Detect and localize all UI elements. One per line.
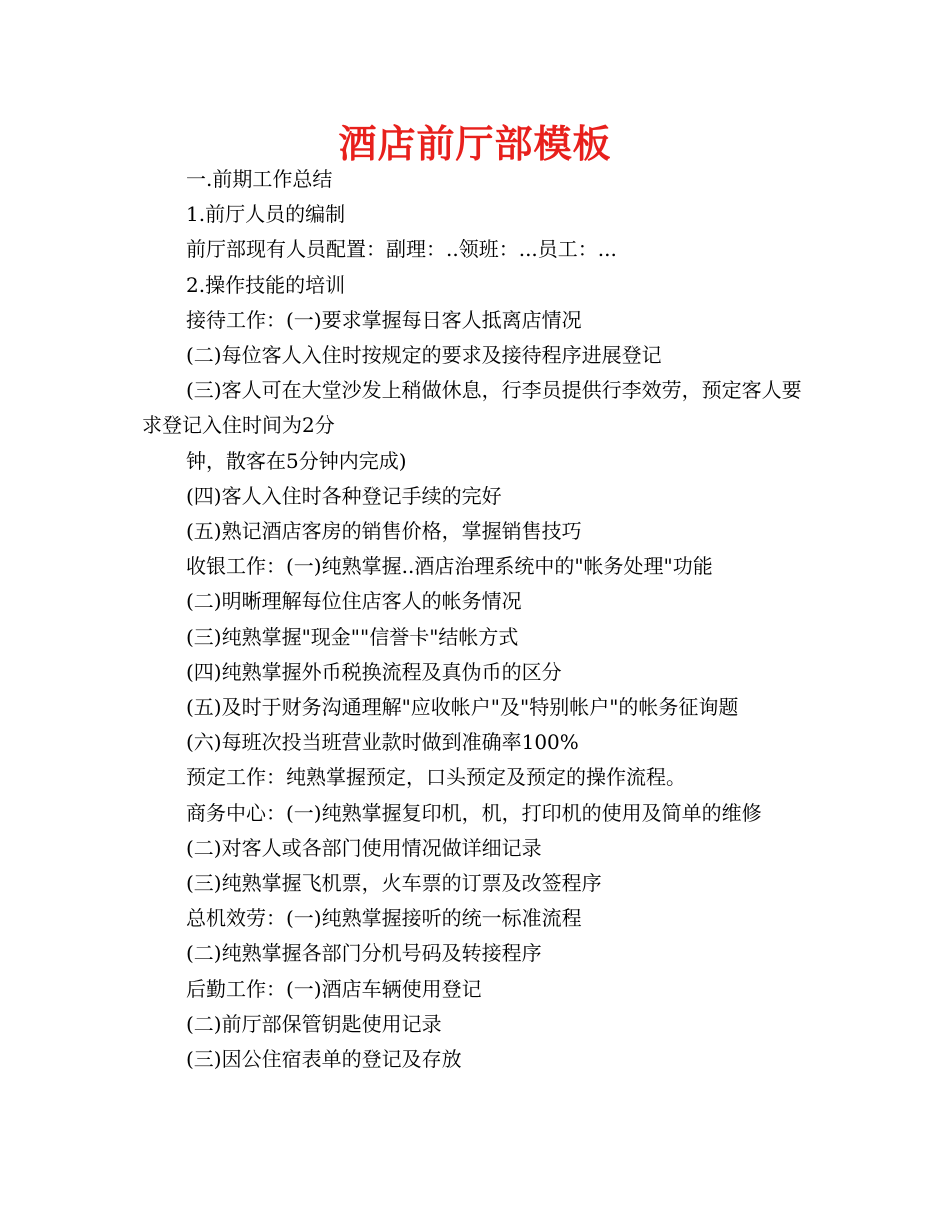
paragraph-7: (三)客人可在大堂沙发上稍做休息，行李员提供行李效劳，预定客人要求登记入住时间为2分 bbox=[142, 378, 802, 438]
paragraph-1: 一.前期工作总结 bbox=[186, 167, 333, 191]
paragraph-13: (三)纯熟掌握"现金""信誉卡"结帐方式 bbox=[186, 624, 519, 649]
paragraph-23: 后勤工作：(一)酒店车辆使用登记 bbox=[186, 976, 482, 1001]
paragraph-16: (六)每班次投当班营业款时做到准确率100% bbox=[186, 730, 579, 755]
paragraph-21: 总机效劳：(一)纯熟掌握接听的统一标准流程 bbox=[186, 906, 582, 931]
document-title: 酒店前厅部模板 bbox=[338, 122, 612, 166]
paragraph-10: (五)熟记酒店客房的销售价格，掌握销售技巧 bbox=[186, 519, 582, 544]
paragraph-12: (二)明晰理解每位住店客人的帐务情况 bbox=[186, 589, 522, 614]
paragraph-3: 前厅部现有人员配置：副理：..领班：...员工：... bbox=[186, 237, 617, 262]
paragraph-15: (五)及时于财务沟通理解"应收帐户"及"特别帐户"的帐务征询题 bbox=[186, 695, 739, 720]
paragraph-20: (三)纯熟掌握飞机票，火车票的订票及改签程序 bbox=[186, 871, 602, 896]
paragraph-17: 预定工作：纯熟掌握预定，口头预定及预定的操作流程。 bbox=[186, 765, 686, 790]
paragraph-11: 收银工作：(一)纯熟掌握..酒店治理系统中的"帐务处理"功能 bbox=[186, 554, 713, 579]
paragraph-2: 1.前厅人员的编制 bbox=[186, 202, 346, 227]
paragraph-8: 钟，散客在5分钟内完成) bbox=[186, 448, 407, 473]
paragraph-5: 接待工作：(一)要求掌握每日客人抵离店情况 bbox=[186, 307, 582, 332]
document-body bbox=[142, 162, 818, 1077]
paragraph-24: (二)前厅部保管钥匙使用记录 bbox=[186, 1011, 442, 1036]
paragraph-18: 商务中心：(一)纯熟掌握复印机，机，打印机的使用及简单的维修 bbox=[186, 800, 762, 825]
paragraph-22: (二)纯熟掌握各部门分机号码及转接程序 bbox=[186, 941, 542, 966]
paragraph-4: 2.操作技能的培训 bbox=[186, 272, 346, 297]
paragraph-14: (四)纯熟掌握外币税换流程及真伪币的区分 bbox=[186, 659, 562, 684]
paragraph-25: (三)因公住宿表单的登记及存放 bbox=[186, 1047, 462, 1072]
paragraph-6: (二)每位客人入住时按规定的要求及接待程序进展登记 bbox=[186, 343, 662, 368]
paragraph-9: (四)客人入住时各种登记手续的完好 bbox=[186, 483, 502, 508]
paragraph-19: (二)对客人或各部门使用情况做详细记录 bbox=[186, 835, 542, 860]
